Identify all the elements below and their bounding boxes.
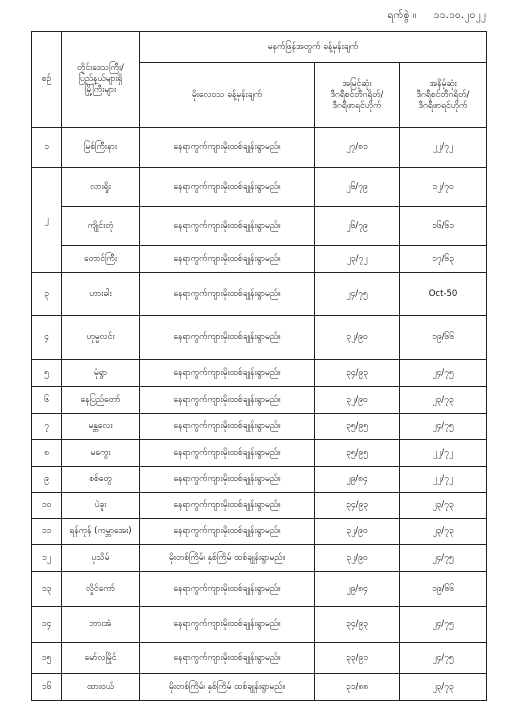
row-weather: မိုးတစ်ကြိမ်၊ နှစ်ကြိမ် ထစ်ချုန်းရွာမည်။ xyxy=(140,674,315,701)
row-no: ၉ xyxy=(32,467,62,493)
table-row xyxy=(32,545,487,572)
row-temp-1: ၃၃/၉၁ xyxy=(315,643,400,674)
row-no: ၁၀ xyxy=(32,493,62,519)
row-temp-1: ၂၇/၈၁ xyxy=(315,128,400,168)
row-weather: နေရာကွက်ကျားမိုးထစ်ချုန်းရွာမည်။ xyxy=(140,440,315,467)
row-temp-2: ၁၉/၆၆ xyxy=(400,316,487,360)
row-temp-1: ၃၄/၉၃ xyxy=(315,360,400,387)
row-temp-1: ၂၃/၇၂ xyxy=(315,246,400,273)
row-no: ၅ xyxy=(32,360,62,387)
row-temp-1: ၃၂/၉၀ xyxy=(315,387,400,414)
table-row xyxy=(32,387,487,414)
row-no: ၁၆ xyxy=(32,674,62,701)
row-temp-1: ၃၄/၉၃ xyxy=(315,493,400,519)
row-weather: နေရာကွက်ကျားမိုးထစ်ချုန်းရွာမည်။ xyxy=(140,414,315,440)
table-row xyxy=(32,360,487,387)
row-weather: နေရာကွက်ကျားမိုးထစ်ချုန်းရွာမည်။ xyxy=(140,467,315,493)
row-temp-2: ၂၄/၇၅ xyxy=(400,360,487,387)
row-temp-1: ၂၆/၇၉ xyxy=(315,207,400,246)
row-temp-2: ၁၆/၆၁ xyxy=(400,207,487,246)
row-temp-1: ၃၄/၉၃ xyxy=(315,607,400,643)
table-row xyxy=(32,467,487,493)
row-temp-2: Oct-50 xyxy=(400,273,487,316)
table-row xyxy=(32,128,487,168)
row-temp-2: ၂၂/၇၂ xyxy=(400,467,487,493)
row-city: မန္တလေး xyxy=(62,414,140,440)
row-city: ထားဝယ် xyxy=(62,674,140,701)
row-temp-2: ၂၄/၇၅ xyxy=(400,414,487,440)
row-temp-2: ၂၂/၇၂ xyxy=(400,440,487,467)
row-temp-2: ၂၃/၇၃ xyxy=(400,674,487,701)
row-city: ပုသိမ် xyxy=(62,545,140,572)
date-label: ရက်စွဲ ။ xyxy=(387,10,417,21)
row-weather: နေရာကွက်ကျားမိုးထစ်ချုန်းရွာမည်။ xyxy=(140,273,315,316)
row-no: ၁၅ xyxy=(32,643,62,674)
table-row xyxy=(32,246,487,273)
row-no: ၁၃ xyxy=(32,572,62,607)
row-temp-2: ၂၃/၇၃ xyxy=(400,519,487,545)
row-temp-2: ၂၄/၇၅ xyxy=(400,545,487,572)
row-city: တောင်ကြီး xyxy=(62,246,140,273)
row-no: ၈ xyxy=(32,440,62,467)
row-city: မကွေး xyxy=(62,440,140,467)
row-temp-2: ၂၄/၇၅ xyxy=(400,643,487,674)
row-city: လားရှိုး xyxy=(62,168,140,207)
header-weather: မိုးလေဝသ ခန့်မှန်းချက် xyxy=(140,63,315,128)
header-city: တိုင်းဒေသကြီး/ ပြည်နယ်များရှိ မြို့ကြီးများ xyxy=(62,32,140,128)
row-city: ဟုမ္မလင်း xyxy=(62,316,140,360)
header-min-temp: အမြင့်ဆုံး ဒီဂရီစင်တီဂရိတ်/ ဒီဂရီဖာရင်ဟိုက် xyxy=(315,63,400,128)
row-city: ဟားခါး xyxy=(62,273,140,316)
table-row xyxy=(32,168,487,207)
row-city: နေပြည်တော် xyxy=(62,387,140,414)
row-city: မုံရွာ xyxy=(62,360,140,387)
row-temp-2: ၂၃/၇၃ xyxy=(400,493,487,519)
table-row xyxy=(32,273,487,316)
row-city: လှိုင်ကော် xyxy=(62,572,140,607)
date-value: ၁၁.၁၀.၂၀၂၂ xyxy=(433,10,486,21)
row-temp-1: ၂၄/၇၅ xyxy=(315,273,400,316)
row-temp-2: ၁၉/၆၆ xyxy=(400,572,487,607)
date-line xyxy=(387,8,486,23)
row-weather: နေရာကွက်ကျားမိုးထစ်ချုန်းရွာမည်။ xyxy=(140,246,315,273)
row-temp-1: ၃၁/၈၈ xyxy=(315,674,400,701)
row-weather: နေရာကွက်ကျားမိုးထစ်ချုန်းရွာမည်။ xyxy=(140,519,315,545)
forecast-table xyxy=(31,31,487,701)
row-weather: နေရာကွက်ကျားမိုးထစ်ချုန်းရွာမည်။ xyxy=(140,607,315,643)
row-no: ၇ xyxy=(32,414,62,440)
table-row xyxy=(32,414,487,440)
row-no: ၁၁ xyxy=(32,519,62,545)
row-city: ရန်ကုန် (ကမ္ဘာအေး) xyxy=(62,519,140,545)
row-no: ၃ xyxy=(32,273,62,316)
row-no: ၆ xyxy=(32,387,62,414)
row-no: ၂ xyxy=(32,168,62,273)
row-temp-2: ၂၂/၇၂ xyxy=(400,128,487,168)
table-row xyxy=(32,493,487,519)
table-row xyxy=(32,440,487,467)
row-city: ဘားအံ xyxy=(62,607,140,643)
table-row xyxy=(32,519,487,545)
row-weather: နေရာကွက်ကျားမိုးထစ်ချုန်းရွာမည်။ xyxy=(140,316,315,360)
row-no: ၁၂ xyxy=(32,545,62,572)
row-weather: နေရာကွက်ကျားမိုးထစ်ချုန်းရွာမည်။ xyxy=(140,387,315,414)
row-temp-1: ၃၂/၉၀ xyxy=(315,545,400,572)
row-no: ၄ xyxy=(32,316,62,360)
row-weather: နေရာကွက်ကျားမိုးထစ်ချုန်းရွာမည်။ xyxy=(140,128,315,168)
row-weather: နေရာကွက်ကျားမိုးထစ်ချုန်းရွာမည်။ xyxy=(140,643,315,674)
table-row xyxy=(32,607,487,643)
row-temp-2: ၁၇/၆၃ xyxy=(400,246,487,273)
row-weather: နေရာကွက်ကျားမိုးထစ်ချုန်းရွာမည်။ xyxy=(140,572,315,607)
row-city: မြစ်ကြီးနား xyxy=(62,128,140,168)
row-temp-1: ၃၂/၉၀ xyxy=(315,316,400,360)
header-max-temp: အနိမ့်ဆုံး ဒီဂရီစင်တီဂရိတ်/ ဒီဂရီဖာရင်ဟိုက် xyxy=(400,63,487,128)
row-temp-1: ၃၅/၉၅ xyxy=(315,440,400,467)
table-row xyxy=(32,316,487,360)
row-temp-1: ၂၉/၈၄ xyxy=(315,572,400,607)
row-weather: နေရာကွက်ကျားမိုးထစ်ချုန်းရွာမည်။ xyxy=(140,207,315,246)
row-city: ကျိုင်းတုံ xyxy=(62,207,140,246)
table-row xyxy=(32,643,487,674)
row-no: ၁၄ xyxy=(32,607,62,643)
table-row xyxy=(32,674,487,701)
row-weather: နေရာကွက်ကျားမိုးထစ်ချုန်းရွာမည်။ xyxy=(140,360,315,387)
row-city: စစ်တွေ xyxy=(62,467,140,493)
row-temp-1: ၂၉/၈၄ xyxy=(315,467,400,493)
row-city: မော်လမြိုင် xyxy=(62,643,140,674)
row-weather: မိုးတစ်ကြိမ်၊ နှစ်ကြိမ် ထစ်ချုန်းရွာမည်။ xyxy=(140,545,315,572)
row-temp-1: ၃၂/၉၀ xyxy=(315,519,400,545)
table-row xyxy=(32,572,487,607)
row-temp-2: ၂၃/၇၃ xyxy=(400,387,487,414)
row-weather: နေရာကွက်ကျားမိုးထစ်ချုန်းရွာမည်။ xyxy=(140,493,315,519)
header-forecast-group: မနက်ဖြန်အတွက် ခန့်မှန်းချက် xyxy=(140,32,487,63)
row-weather: နေရာကွက်ကျားမိုးထစ်ချုန်းရွာမည်။ xyxy=(140,168,315,207)
row-no: ၁ xyxy=(32,128,62,168)
row-temp-2: ၁၂/၇၀ xyxy=(400,168,487,207)
row-city: ပဲခူး xyxy=(62,493,140,519)
table-row xyxy=(32,207,487,246)
row-temp-1: ၂၆/၇၉ xyxy=(315,168,400,207)
header-no: စဉ် xyxy=(32,32,62,128)
row-temp-1: ၃၅/၉၅ xyxy=(315,414,400,440)
row-temp-2: ၂၄/၇၅ xyxy=(400,607,487,643)
